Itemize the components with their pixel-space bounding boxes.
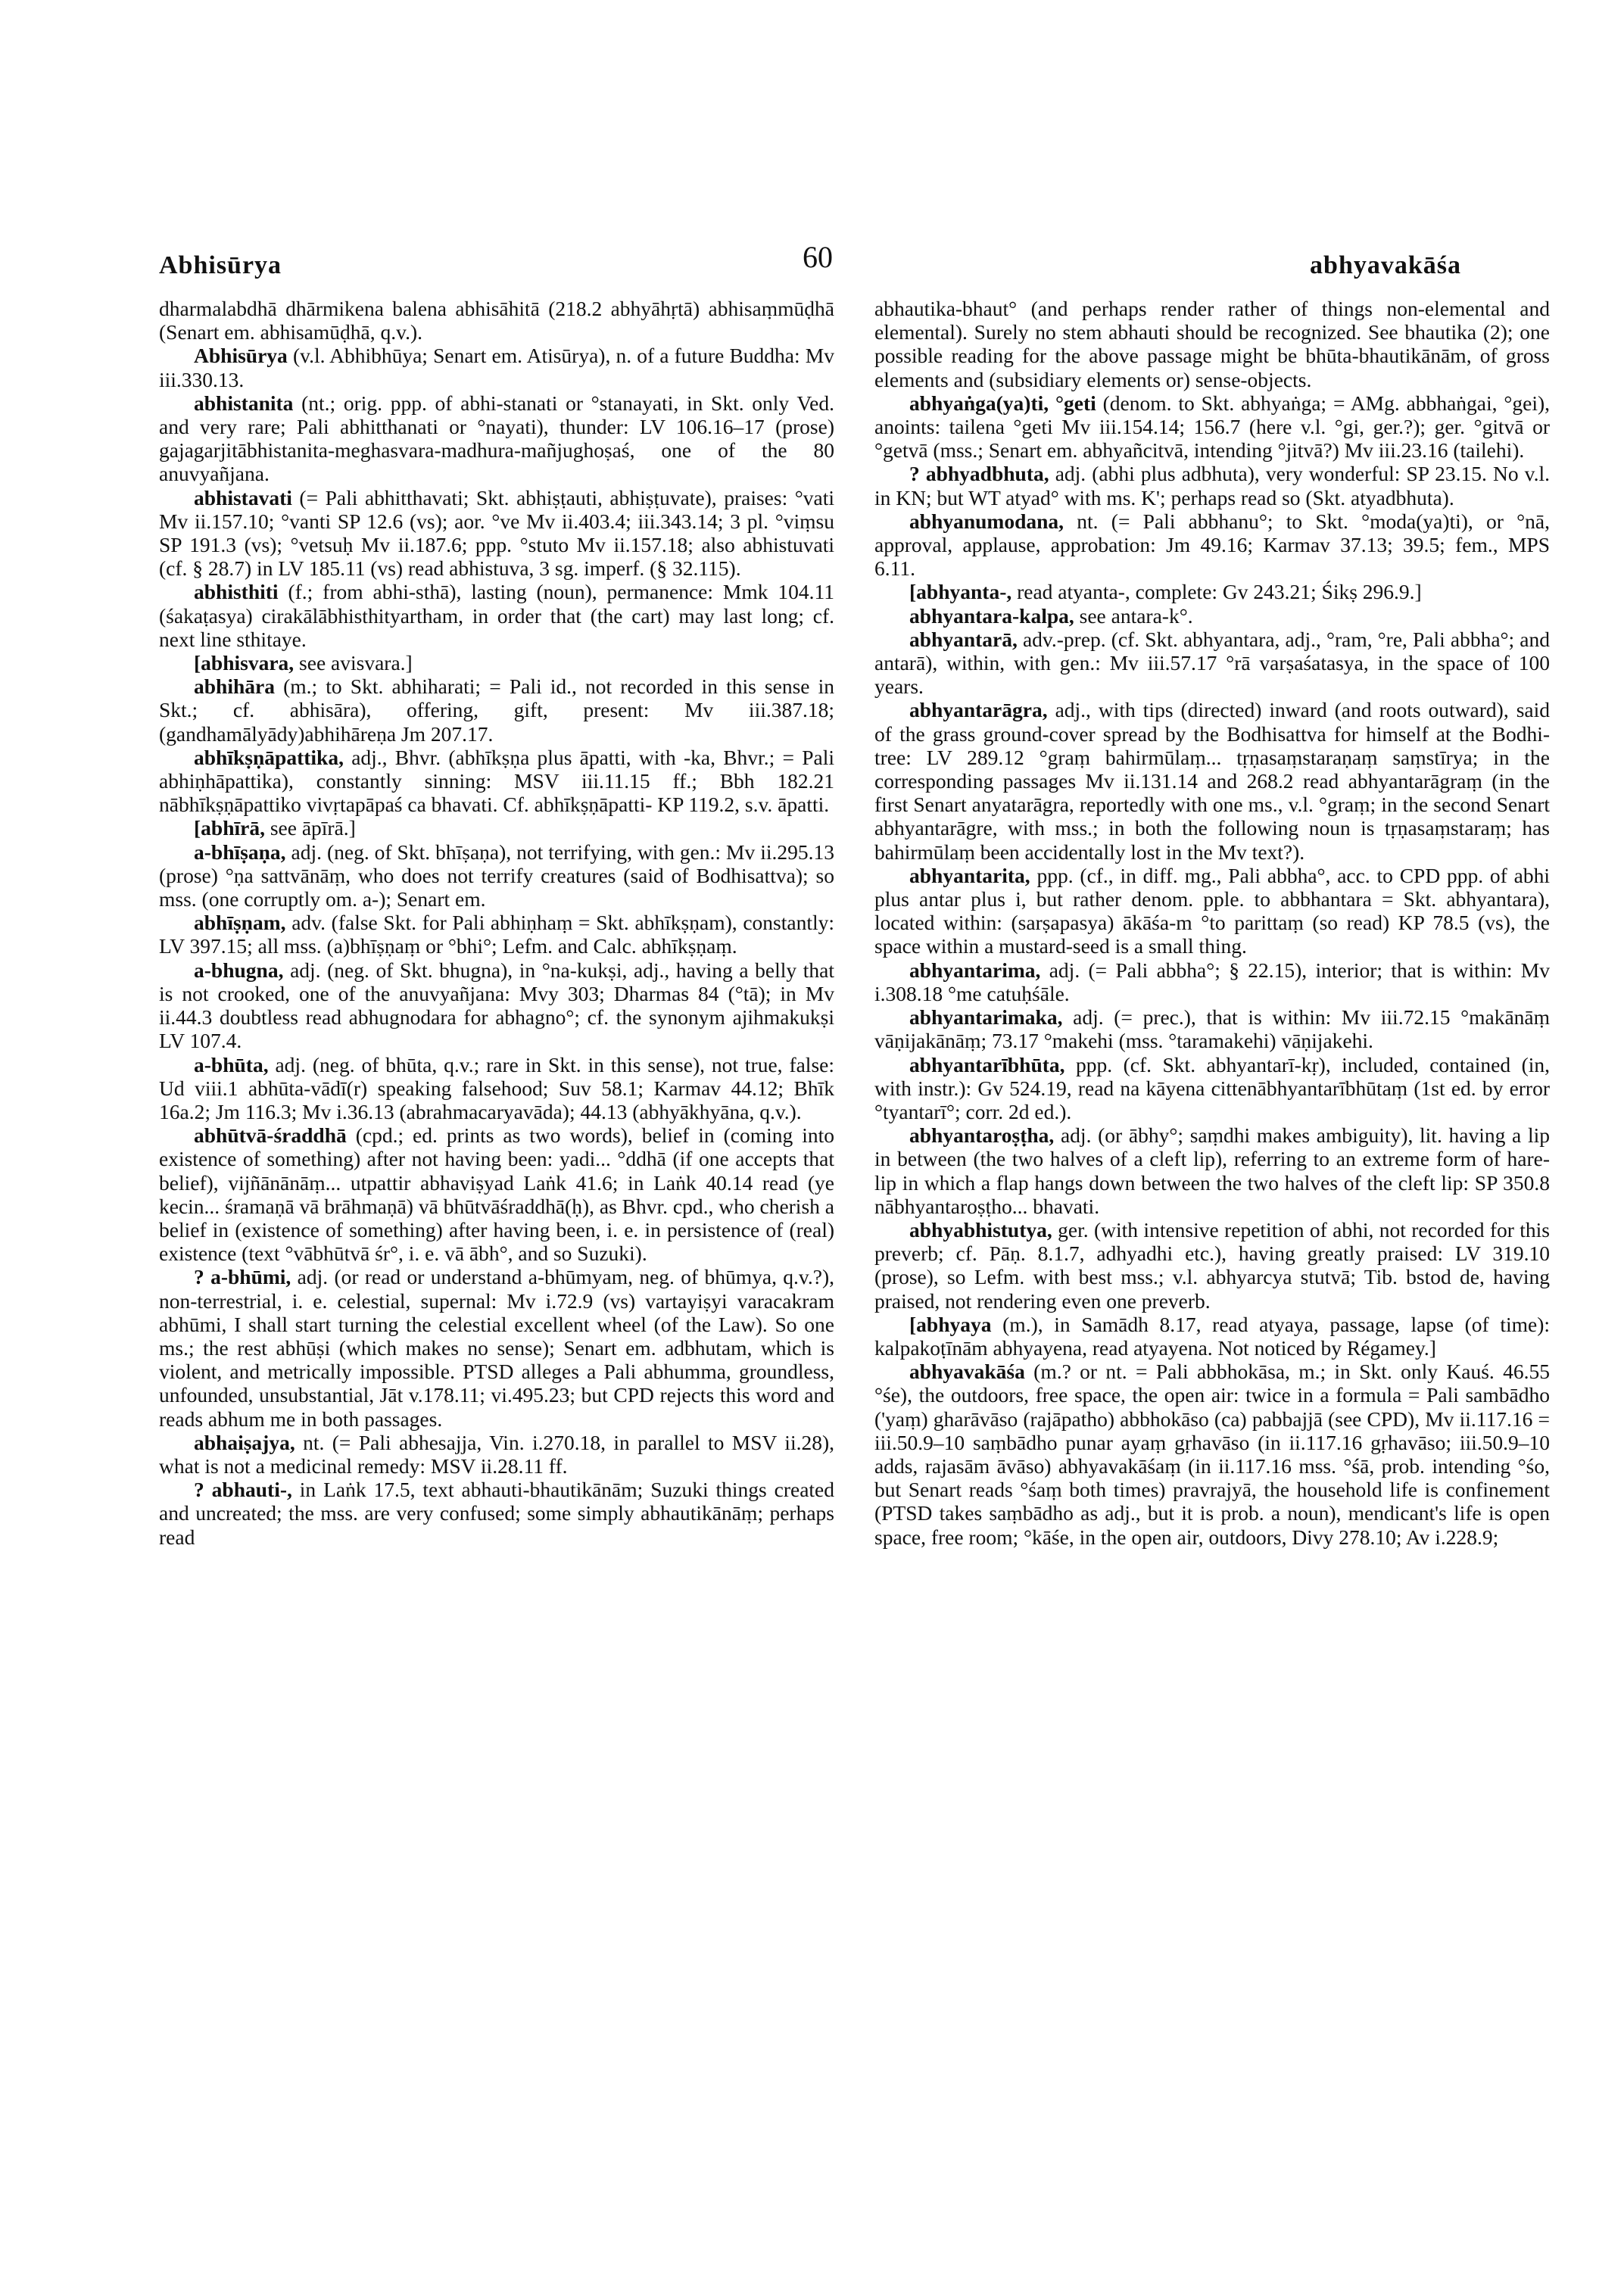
dictionary-entry <box>874 297 1550 391</box>
entry-text: abhautika-bhaut° (and perhaps render rather of things non-elemental and elemental). Surely no stem abhauti should be recognized. See bhautika (2); one possible reading for the above passage might be bhūta-bhautikānām, of gross elements and (subsidiary elements or) sense-objects. <box>874 297 1550 391</box>
entry-text: (m.? or nt. = Pali abbhokāsa, m.; in Skt. only Kauś. 46.55 °śe), the outdoors, free space, the open air: twice in a formula = Pali sambādho ('yaṃ) gharāvāso (rajāpatho) abbhokāso (ca) pabbajjā (see CPD), Mv ii.117.16 = iii.50.9–10 saṃbādho punar ayaṃ gṛhavāso (in ii.117.16 gṛhavāso; iii.50.9–10 adds, rajasām āvāso) abhyavakāśaṃ (in ii.117.16 mss. °śā, prob. intending °śo, but Senart reads °śaṃ both times) pravrajyā, the household life is confinement (PTSD takes saṃbādho as adj., but it is prob. a noun), mendicant's life is open space, free room; °kāśe, in the open air, outdoors, Divy 278.10; Av i.228.9; <box>874 1360 1550 1549</box>
entry-headword: abhistavati <box>194 485 292 509</box>
entry-headword: Abhisūrya <box>194 344 288 368</box>
dictionary-entry <box>874 1005 1550 1052</box>
entry-text: ger. (with intensive repetition of abhi, not recorded for this preverb; cf. Pāṇ. 8.1.7, adhyadhi etc.), having greatly praised: LV 319.10 (prose), so Lefm. with best mss.; v.l. abhyarcya stutvā; Tib. bstod de, having praised, not rendering even one preverb. <box>874 1217 1550 1313</box>
entry-text: ppp. (cf. Skt. abhyantarī-kṛ), included, contained (in, with instr.): Gv 524.19, read na kāyena cittenābhyantarībhūtaṃ (1st ed. by error °tyantarī°; corr. 2d ed.). <box>874 1052 1550 1123</box>
dictionary-entry <box>874 1123 1550 1218</box>
entry-headword: [abhisvara, <box>194 651 295 675</box>
entry-text: adj., Bhvr. (abhīkṣṇa plus āpatti, with -ka, Bhvr.; = Pali abhiṇhāpattika), constantly sinning: MSV iii.11.15 ff.; Bbh 182.21 nābhīkṣṇāpattiko vivṛtapāpaś ca bhavati. Cf. abhīkṣṇāpatti- KP 119.2, s.v. āpatti. <box>159 745 834 817</box>
entry-headword: a-bhīṣaṇa, <box>194 840 286 864</box>
entry-headword: abhyanumodana, <box>909 509 1064 533</box>
page-number: 60 <box>803 240 833 274</box>
entry-text: in Laṅk 17.5, text abhauti-bhautikānām; Suzuki things created and uncreated; the mss. are very confused; some simply abhautikānāṃ; perhaps read <box>159 1478 835 1549</box>
dictionary-entry <box>159 1123 834 1265</box>
entry-headword: abhaiṣajya, <box>194 1430 295 1454</box>
entry-headword: abhyantaroṣṭha, <box>909 1123 1055 1148</box>
entry-text: (f.; from abhi-sthā), lasting (noun), permanence: Mmk 104.11 (śakaṭasya) cirakālābhisthityartham, in order that (the cart) may last long; cf. next line sthitaye. <box>159 580 834 651</box>
entry-text: adj. (neg. of Skt. bhugna), in °na-kukṣi, adj., having a belly that is not crooked, one of the anuvyañjana: Mvy 303; Dharmas 84 (°tā); in Mv ii.44.3 doubtless read abhugnodara for abhagno°; cf. the synonym ajihmakukṣi LV 107.4. <box>159 958 834 1053</box>
entry-text: nt. (= Pali abhesajja, Vin. i.270.18, in parallel to MSV ii.28), what is not a medicinal remedy: MSV ii.28.11 ff. <box>159 1430 834 1478</box>
entry-text: (denom. to Skt. abhyaṅga; = AMg. abbhaṅgai, °gei), anoints: tailena °geti Mv iii.154.14; 156.7 (here v.l. °gi, ger.?); ger. °gitvā or °getvā (mss.; Senart em. abhyañcitvā, intending °jitvā?) Mv iii.23.16 (tailehi). <box>874 391 1550 463</box>
right-column <box>874 297 1550 1549</box>
entry-text: (m.), in Samādh 8.17, read atyaya, passage, lapse (of time): kalpakoṭīnām abhyayena, read atyayena. Not noticed by Régamey.] <box>874 1312 1550 1360</box>
entry-headword: abhyantarima, <box>909 958 1041 982</box>
dictionary-entry <box>874 1053 1550 1124</box>
left-column <box>159 297 834 1549</box>
entry-text: adj., with tips (directed) inward (and roots outward), said of the grass ground-cover spread by the Bodhisattva for himself at the Bodhi-tree: LV 289.12 °graṃ bahirmūlaṃ... tṛṇasaṃstaraṇaṃ saṃstīrya; in the corresponding passages Mv ii.131.14 and 268.2 read abhyantarāgraṃ (in the first Senart anyatarāgra, reportedly with one ms., v.l. °graṃ; in the second Senart abhyantarāgre, with mss.; in both the following noun is tṛṇasaṃstaraṃ; has bahirmūlaṃ been accidentally lost in the Mv text?). <box>874 698 1550 864</box>
dictionary-entry <box>874 864 1550 958</box>
entry-headword: abhistanita <box>194 391 294 415</box>
entry-headword: abhyantarībhūta, <box>909 1052 1065 1076</box>
entry-text: adj. (abhi plus adbhuta), very wonderful: SP 23.15. No v.l. in KN; but WT atyad° with ms. K'; perhaps read so (Skt. atyadbhuta). <box>874 462 1550 509</box>
dictionary-entry <box>159 746 834 817</box>
entry-text: ppp. (cf., in diff. mg., Pali abbha°, acc. to CPD ppp. of abhi plus antar plus i, but rather denom. pple. to abbhantara = Skt. abhyantara), located within: (sarṣapasya) ākāśa-m °to parittaṃ (so read) KP 78.5 (vs), the space within a mustard-seed is a small thing. <box>874 863 1550 958</box>
entry-text: (= Pali abhitthavati; Skt. abhiṣṭauti, abhiṣṭuvate), praises: °vati Mv ii.157.10; °vanti SP 12.6 (vs); aor. °ve Mv ii.403.4; iii.343.14; 3 pl. °viṃsu SP 191.3 (vs); °vetsuḥ Mv ii.187.6; ppp. °stuto Mv ii.157.18; also abhistuvati (cf. § 28.7) in LV 185.11 (vs) read abhistuva, 3 sg. imperf. (§ 32.115). <box>159 485 834 581</box>
entry-text: read atyanta-, complete: Gv 243.21; Śikṣ 296.9.] <box>1011 580 1422 604</box>
entry-text: (nt.; orig. ppp. of abhi-stanati or °stanayati, in Skt. only Ved. and very rare; Pali abhitthanati or °nayati), thunder: LV 106.16–17 (prose) gajagarjitābhistanita-meghasvara-madhura-mañjughoṣaś, one of the 80 anuvyañjana. <box>159 391 834 486</box>
dictionary-entry <box>159 816 834 840</box>
entry-headword: abhyavakāśa <box>909 1360 1025 1384</box>
entry-text: nt. (= Pali abbhanu°; to Skt. °moda(ya)ti), or °nā, approval, applause, approbation: Jm 49.16; Karmav 37.13; 39.5; fem., MPS 6.11. <box>874 509 1550 581</box>
entry-text: (cpd.; ed. prints as two words), belief in (coming into existence of something) after not having been: yadi... °ddhā (if one accepts that belief), vijñānānāṃ... utpattir abhaviṣyad Laṅk 41.6; in Laṅk 40.14 read (ye kecin... śramaṇā vā brāhmaṇā) vā bhūtvāśraddhā(ḥ), as Bhvr. cpd., who cherish a belief in (existence of something) after having been, i. e. in persistence of (real) existence (text °vābhūtvā śr°, i. e. vā ābh°, and so Suzuki). <box>159 1123 834 1266</box>
dictionary-entry <box>159 1431 834 1478</box>
dictionary-entry <box>159 675 834 746</box>
entry-headword: [abhyaya <box>909 1312 992 1336</box>
right-guide-word: abhyavakāśa <box>1310 251 1461 279</box>
entry-text: dharmalabdhā dhārmikena balena abhisāhitā (218.2 abhyāhṛtā) abhisaṃmūḍhā (Senart em. abhisamūḍhā, q.v.). <box>159 297 834 344</box>
entry-text: adj. (= prec.), that is within: Mv iii.72.15 °makānāṃ vāṇijakānāṃ; 73.17 °makehi (mss. °taramakehi) vāṇijakehi. <box>874 1005 1550 1053</box>
dictionary-entry <box>159 1265 834 1430</box>
dictionary-entry <box>874 509 1550 581</box>
dictionary-entry <box>874 580 1550 603</box>
running-header <box>159 239 1461 285</box>
entry-text: adj. (neg. of bhūta, q.v.; rare in Skt. in this sense), not true, false: Ud viii.1 abhūta-vādī(r) speaking falsehood; Suv 58.1; Karmav 44.12; Bhīk 16a.2; Jm 116.3; Mv i.36.13 (abrahmacaryavāda); 44.13 (abhyākhyāna, q.v.). <box>159 1052 834 1123</box>
dictionary-entry <box>159 297 834 344</box>
entry-headword: abhyaṅga(ya)ti, °geti <box>909 391 1096 415</box>
entry-headword: abhyabhistutya, <box>909 1217 1052 1242</box>
entry-text: adj. (or ābhy°; saṃdhi makes ambiguity), lit. having a lip in between (the two halves of a cleft lip), referring to an extreme form of hare-lip in which a flap hangs down between the two halves of the cleft lip: SP 350.8 nābhyantaroṣṭho... bhavati. <box>874 1123 1550 1218</box>
dictionary-entry <box>874 698 1550 863</box>
entry-headword: abhihāra <box>194 675 275 699</box>
dictionary-entry <box>159 344 834 391</box>
dictionary-entry <box>874 1313 1550 1360</box>
entry-headword: ? a-bhūmi, <box>194 1265 291 1289</box>
entry-headword: a-bhūta, <box>194 1052 269 1076</box>
entry-text: (m.; to Skt. abhiharati; = Pali id., not recorded in this sense in Skt.; cf. abhisāra), offering, gift, present: Mv iii.387.18; (gandhamālyādy)abhihāreṇa Jm 207.17. <box>159 675 834 746</box>
entry-text: see antara-k°. <box>1074 603 1193 628</box>
entry-text: see avisvara.] <box>294 651 413 675</box>
dictionary-entry <box>159 1478 834 1549</box>
dictionary-entry <box>159 840 834 911</box>
entry-headword: [abhyanta-, <box>909 580 1012 604</box>
entry-headword: abhyantarimaka, <box>909 1005 1063 1030</box>
dictionary-entry <box>159 958 834 1053</box>
dictionary-entry <box>874 958 1550 1005</box>
dictionary-entry <box>874 1218 1550 1313</box>
entry-headword: abhyantara-kalpa, <box>909 603 1074 628</box>
entry-text: adj. (or read or understand a-bhūmyam, neg. of bhūmya, q.v.?), non-terrestrial, i. e. celestial, supernal: Mv i.72.9 (vs) vartayiṣyi varacakram abhūmi, I shall start turning the celestial excellent wheel (of the Law). So one ms.; the rest abhūṣi (which makes no sense); Senart em. adbhutam, which is violent, and metrically impossible. PTSD alleges a Pali abhumma, groundless, unfounded, unsubstantial, Jāt v.178.11; vi.495.23; but CPD rejects this word and reads abhum me in both passages. <box>159 1265 834 1431</box>
entry-text: adv.-prep. (cf. Skt. abhyantara, adj., °ram, °re, Pali abbha°; and antarā), within, with gen.: Mv iii.57.17 °rā varṣaśatasya, in the space of 100 years. <box>874 627 1550 699</box>
dictionary-entry <box>874 628 1550 699</box>
entry-text: (v.l. Abhibhūya; Senart em. Atisūrya), n. of a future Buddha: Mv iii.330.13. <box>159 344 834 391</box>
entry-headword: ? abhyadbhuta, <box>909 462 1049 486</box>
dictionary-entry <box>874 391 1550 463</box>
dictionary-entry <box>159 911 834 958</box>
entry-headword: abhūtvā-śraddhā <box>194 1123 347 1148</box>
dictionary-entry <box>874 604 1550 628</box>
entry-headword: abhyantarā, <box>909 627 1018 651</box>
dictionary-entry <box>159 391 834 486</box>
entry-headword: a-bhugna, <box>194 958 284 982</box>
dictionary-entry <box>159 486 834 581</box>
dictionary-entry <box>159 651 834 675</box>
entry-headword: abhīkṣṇāpattika, <box>194 745 344 769</box>
dictionary-entry <box>159 580 834 651</box>
entry-text: see āpīrā.] <box>264 816 356 840</box>
entry-headword: abhyantarāgra, <box>909 698 1048 722</box>
dictionary-entry <box>874 1360 1550 1549</box>
entry-headword: abhyantarita, <box>909 863 1030 887</box>
entry-headword: ? abhauti-, <box>194 1478 292 1502</box>
left-guide-word: Abhisūrya <box>159 251 282 279</box>
entry-text: adj. (= Pali abbha°; § 22.15), interior; that is within: Mv i.308.18 °me catuḥśāle. <box>874 958 1550 1005</box>
entry-headword: abhīṣṇam, <box>194 911 286 935</box>
dictionary-entry <box>159 1053 834 1124</box>
entry-headword: abhisthiti <box>194 580 279 604</box>
entry-text: adj. (neg. of Skt. bhīṣaṇa), not terrifying, with gen.: Mv ii.295.13 (prose) °ṇa sattvānāṃ, who does not terrify creatures (said of Bodhisattva); so mss. (one corruptly om. a-); Senart em. <box>159 840 834 911</box>
dictionary-entry <box>874 462 1550 509</box>
entry-headword: [abhīrā, <box>194 816 265 840</box>
entry-text: adv. (false Skt. for Pali abhiṇhaṃ = Skt. abhīkṣṇam), constantly: LV 397.15; all mss. (a)bhīṣṇaṃ or °bhi°; Lefm. and Calc. abhīkṣṇaṃ. <box>159 911 834 958</box>
